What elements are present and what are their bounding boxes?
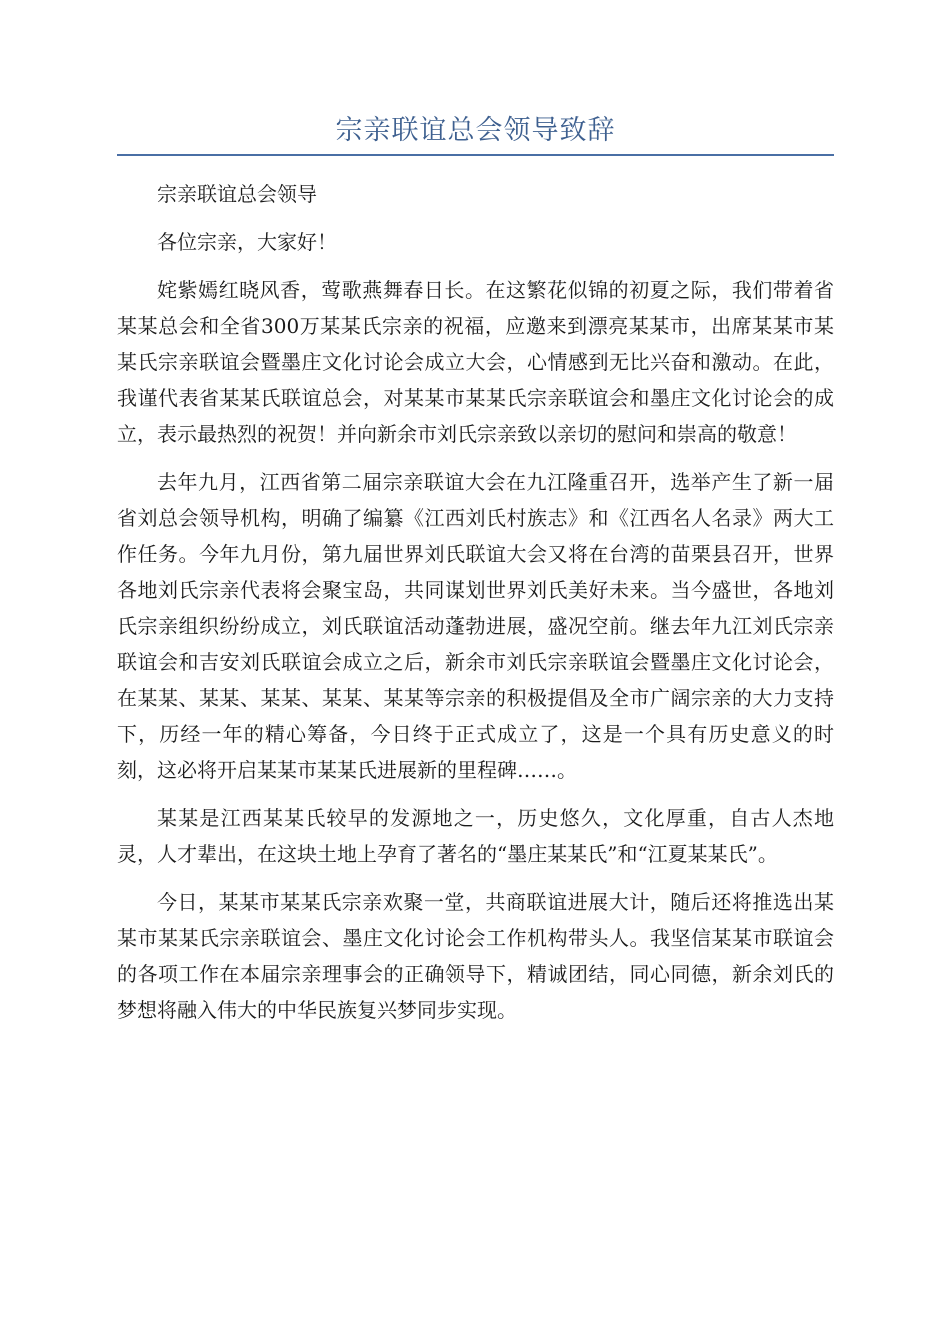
body-paragraph-1: 姹紫嫣红晓风香，莺歌燕舞春日长。在这繁花似锦的初夏之际，我们带着省某某总会和全省300万某某氏宗亲的祝福，应邀来到漂亮某某市，出席某某市某某氏宗亲联谊会暨墨庄文化讨论会成立大会，心情感到无比兴奋和激动。在此，我谨代表省某某氏联谊总会，对某某市某某氏宗亲联谊会和墨庄文化讨论会的成立，表示最热烈的祝贺！并向新余市刘氏宗亲致以亲切的慰问和崇高的敬意！ [117,278,834,446]
document-body [117,176,834,1028]
document-page [117,110,834,1040]
document-title: 宗亲联谊总会领导致辞 [117,110,834,156]
body-paragraph-2: 去年九月，江西省第二届宗亲联谊大会在九江隆重召开，选举产生了新一届省刘总会领导机构，明确了编纂《江西刘氏村族志》和《江西名人名录》两大工作任务。今年九月份，第九届世界刘氏联谊大会又将在台湾的苗栗县召开，世界各地刘氏宗亲代表将会聚宝岛，共同谋划世界刘氏美好未来。当今盛世，各地刘氏宗亲组织纷纷成立，刘氏联谊活动蓬勃进展，盛况空前。继去年九江刘氏宗亲联谊会和吉安刘氏联谊会成立之后，新余市刘氏宗亲联谊会暨墨庄文化讨论会，在某某、某某、某某、某某、某某等宗亲的积极提倡及全市广阔宗亲的大力支持下，历经一年的精心筹备，今日终于正式成立了，这是一个具有历史意义的时刻，这必将开启某某市某某氏进展新的里程碑……。 [117,470,834,782]
body-paragraph-4: 今日，某某市某某氏宗亲欢聚一堂，共商联谊进展大计，随后还将推选出某某市某某氏宗亲联谊会、墨庄文化讨论会工作机构带头人。我坚信某某市联谊会的各项工作在本届宗亲理事会的正确领导下，精诚团结，同心同德，新余刘氏的梦想将融入伟大的中华民族复兴梦同步实现。 [117,890,834,1022]
salutation-line-2: 各位宗亲，大家好！ [157,230,337,254]
body-paragraph-3: 某某是江西某某氏较早的发源地之一，历史悠久，文化厚重，自古人杰地灵，人才辈出，在这块土地上孕育了著名的“墨庄某某氏”和“江夏某某氏”。 [117,806,834,866]
salutation-line-1: 宗亲联谊总会领导 [157,182,317,206]
